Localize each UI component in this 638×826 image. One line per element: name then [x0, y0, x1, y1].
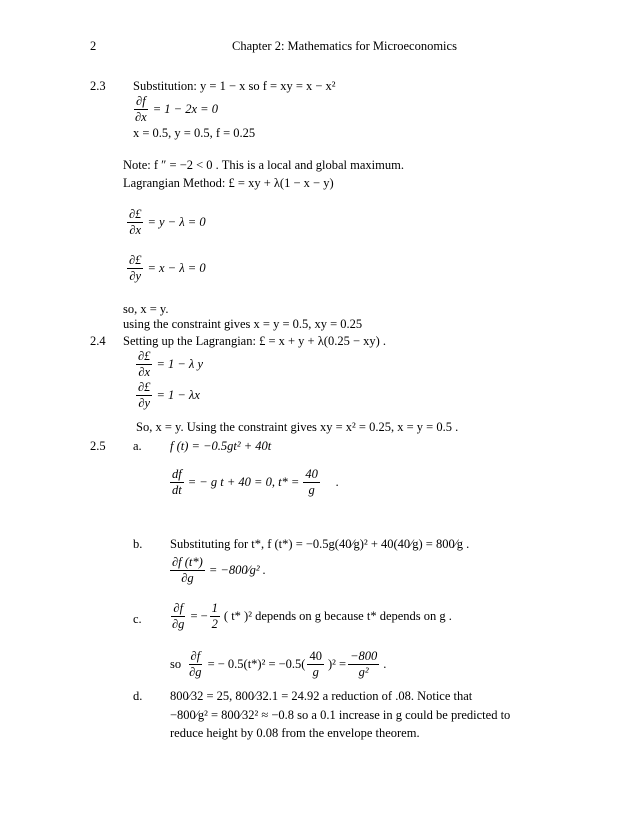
d-line-3: reduce height by 0.08 from the envelope theorem.	[170, 726, 420, 740]
denominator: ∂y	[138, 396, 151, 411]
lagrangian-setup-line: Setting up the Lagrangian: £ = x + y + λ(0.25 − xy) .	[123, 334, 387, 348]
numerator: ∂£	[136, 350, 152, 365]
numerator: ∂f (t*)	[170, 556, 205, 571]
d-line-2: −800⁄g² = 800⁄32² ≈ −0.8 so a 0.1 increase in g could be predicted to	[170, 708, 511, 722]
solution-values: x = 0.5, y = 0.5, f = 0.25	[133, 126, 256, 140]
denominator: 2	[211, 617, 218, 632]
numerator: ∂£	[127, 208, 143, 223]
denominator: ∂x	[135, 110, 147, 125]
derivative-rhs: = −800⁄g² .	[208, 563, 266, 578]
envelope-result	[170, 650, 386, 679]
denominator: g	[312, 665, 319, 680]
height-function: f (t) = −0.5gt² + 40t	[170, 439, 272, 453]
numerator: 1	[210, 602, 220, 617]
item-label-b: b.	[133, 537, 143, 551]
denominator: g²	[358, 665, 369, 680]
envelope-derivative	[170, 602, 452, 631]
lagrangian-method-line: Lagrangian Method: £ = xy + λ(1 − x − y)	[123, 176, 334, 190]
derivative-f-x	[133, 95, 218, 124]
numerator: −800	[348, 650, 379, 665]
numerator: ∂£	[127, 254, 143, 269]
numerator: df	[170, 468, 184, 483]
derivative-rhs: = x − λ = 0	[147, 261, 206, 276]
denominator: ∂x	[129, 223, 142, 238]
derivative-f-g	[170, 556, 266, 585]
numerator: ∂f	[134, 95, 148, 110]
derivative-rhs: = − g t + 40 = 0, t* =	[187, 475, 300, 490]
derivative-df-dt	[170, 468, 339, 497]
d-line-1: 800⁄32 = 25, 800⁄32.1 = 24.92 a reduction of .08. Notice that	[170, 689, 473, 703]
section-number-2-4: 2.4	[90, 334, 106, 348]
minus-sign: = −	[190, 609, 208, 624]
derivative-L-y	[127, 254, 206, 283]
numerator: ∂f	[189, 650, 203, 665]
numerator: ∂£	[136, 381, 152, 396]
page-number: 2	[90, 39, 97, 53]
constraint-line: using the constraint gives x = y = 0.5, xy = 0.25	[123, 317, 363, 331]
numerator: ∂f	[171, 602, 185, 617]
derivative-rhs: = 1 − λ y	[156, 357, 204, 372]
numerator: 40	[307, 650, 324, 665]
envelope-after: )² =	[327, 657, 347, 672]
so-line: so, x = y.	[123, 302, 169, 316]
item-label-d: d.	[133, 689, 143, 703]
section-number-2-5: 2.5	[90, 439, 106, 453]
chapter-title: Chapter 2: Mathematics for Microeconomics	[232, 39, 457, 53]
denominator: ∂x	[138, 365, 151, 380]
period: .	[383, 657, 387, 672]
denominator: dt	[172, 483, 182, 498]
note-line: Note: f ″ = −2 < 0 . This is a local and global maximum.	[123, 158, 404, 172]
so-word: so	[170, 657, 182, 672]
envelope-rhs: ( t* )² depends on g because t* depends on g .	[223, 609, 452, 624]
numerator: 40	[303, 468, 320, 483]
item-label-c: c.	[133, 612, 142, 626]
denominator: ∂y	[129, 269, 142, 284]
derivative-rhs: = 1 − 2x = 0	[152, 102, 218, 117]
period: .	[335, 475, 339, 490]
derivative-rhs: = y − λ = 0	[147, 215, 206, 230]
item-label-a: a.	[133, 439, 142, 453]
derivative-L-x-2-4	[136, 350, 203, 379]
denominator: g	[308, 483, 315, 498]
conclusion-line: So, x = y. Using the constraint gives xy = x² = 0.25, x = y = 0.5 .	[136, 420, 459, 434]
derivative-rhs: = 1 − λx	[156, 388, 200, 403]
section-number-2-3: 2.3	[90, 79, 106, 93]
substitution-line: Substitution: y = 1 − x so f = xy = x − x²	[133, 79, 336, 93]
substitution-t-star: Substituting for t*, f (t*) = −0.5g(40⁄g)² + 40(40⁄g) = 800⁄g .	[170, 537, 470, 551]
denominator: ∂g	[189, 665, 202, 680]
denominator: ∂g	[172, 617, 185, 632]
derivative-L-x	[127, 208, 206, 237]
derivative-L-y-2-4	[136, 381, 200, 410]
envelope-mid: = − 0.5(t*)² = −0.5(	[207, 657, 306, 672]
denominator: ∂g	[181, 571, 194, 586]
